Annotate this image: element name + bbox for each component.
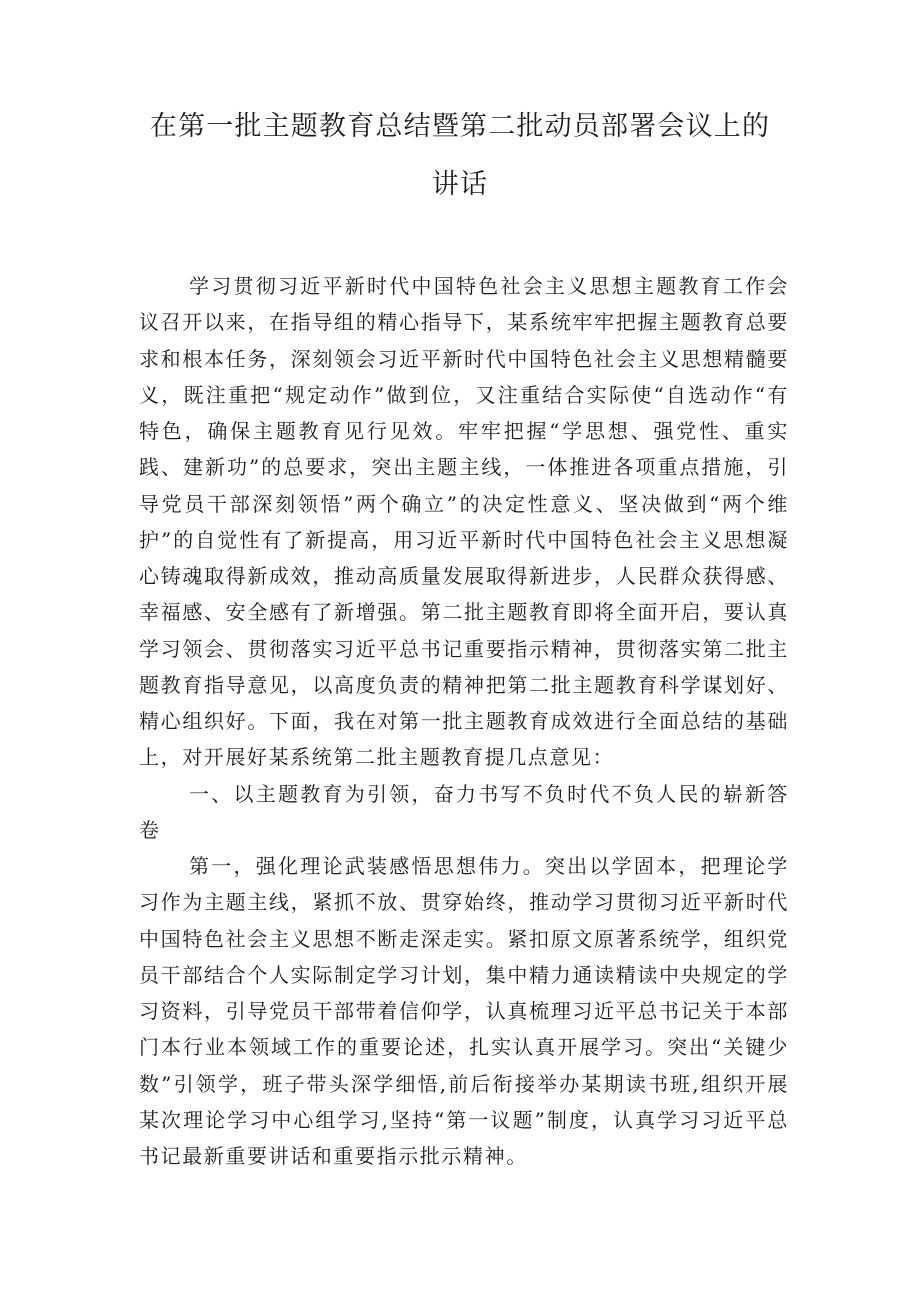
body-paragraph-first: 第一，强化理论武装感悟思想伟力。突出以学固本，把理论学习作为主题主线，紧抓不放、贯穿始终，推动学习贯彻习近平新时代中国特色社会主义思想不断走深走实。紧扣原文原著系统学，组织党员干部结合个人实际制定学习计划，集中精力通读精读中央规定的学习资料，引导党员干部带着信仰学，认真梳理习近平总书记关于本部门本行业本领域工作的重要论述，扎实认真开展学习。突出“关键少数”引领学，班子带头深学细悟,前后衔接举办某期读书班,组织开展某次理论学习中心组学习,坚持“第一议题”制度，认真学习习近平总书记最新重要讲话和重要指示批示精神。 [139, 854, 789, 1168]
document-title [135, 98, 785, 214]
document-body [139, 268, 789, 1174]
title-line-1: 在第一批主题教育总结暨第二批动员部署会议上的 [149, 111, 771, 142]
title-line-2: 讲话 [431, 169, 489, 200]
intro-paragraph: 学习贯彻习近平新时代中国特色社会主义思想主题教育工作会议召开以来，在指导组的精心指导下，某系统牢牢把握主题教育总要求和根本任务，深刻领会习近平新时代中国特色社会主义思想精髓要义，既注重把“规定动作”做到位，又注重结合实际使“自选动作“有特色，确保主题教育见行见效。牢牢把握“学思想、强党性、重实践、建新功”的总要求，突出主题主线，一体推进各项重点措施，引导党员干部深刻领悟”两个确立”的决定性意义、坚决做到“两个维护”的自觉性有了新提高，用习近平新时代中国特色社会主义思想凝心铸魂取得新成效，推动高质量发展取得新进步，人民群众获得感、幸福感、安全感有了新增强。第二批主题教育即将全面开启，要认真学习领会、贯彻落实习近平总书记重要指示精神，贯彻落实第二批主题教育指导意见，以高度负责的精神把第二批主题教育科学谋划好、精心组织好。下面，我在对第一批主题教育成效进行全面总结的基础上，对开展好某系统第二批主题教育提几点意见： [139, 274, 789, 770]
section-heading-1: 一、以主题教育为引领，奋力书写不负时代不负人民的崭新答卷 [139, 781, 789, 842]
